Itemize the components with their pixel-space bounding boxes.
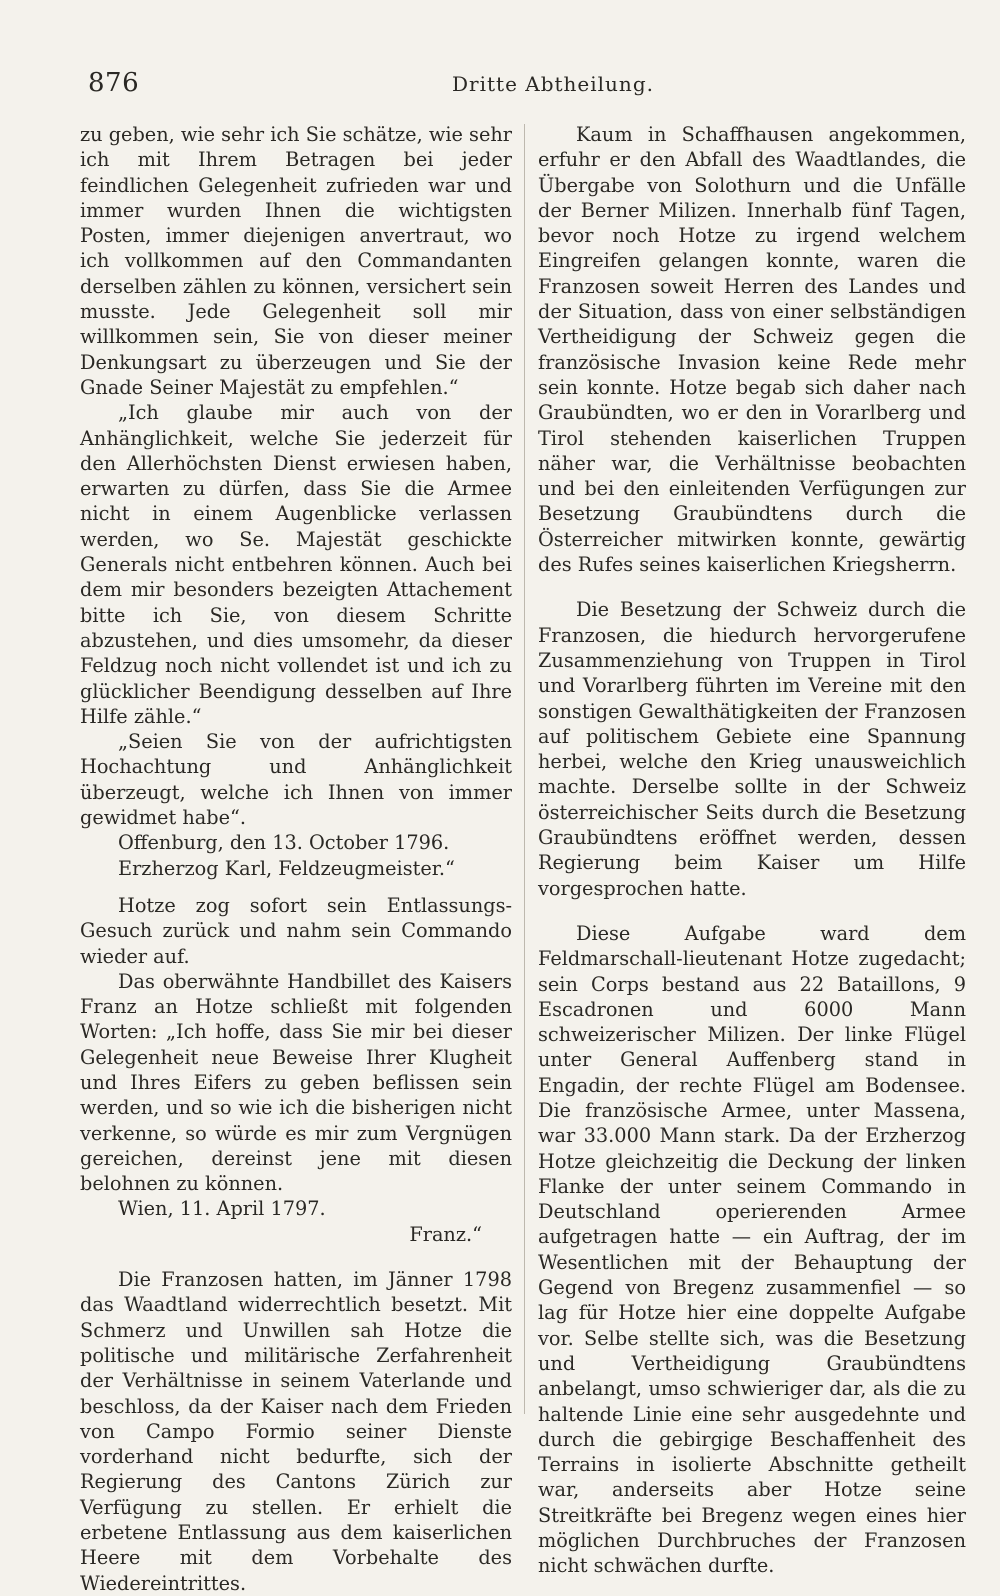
left-column bbox=[80, 122, 512, 1596]
paragraph: zu geben, wie sehr ich Sie schätze, wie sehr ich mit Ihrem Betragen bei jeder feindlichen Gelegenheit zufrieden war und immer wurden Ihnen die wichtigsten Posten, immer diejenigen anvertraut, wo ich vollkommen auf den Commandanten derselben zählen zu können, versichert sein musste. Jede Gelegenheit soll mir willkommen sein, Sie von dieser meiner Denkungsart zu überzeugen und Sie der Gnade Seiner Majestät zu empfehlen.“ bbox=[80, 123, 512, 399]
signature: Erzherzog Karl, Feldzeugmeister.“ bbox=[118, 856, 455, 880]
signature: Franz.“ bbox=[409, 1222, 482, 1246]
paragraph: Die Besetzung der Schweiz durch die Franzosen, die hiedurch hervorgerufene Zusammenziehung von Truppen in Tirol und Vorarlberg führten im Vereine mit den sonstigen Gewalthätigkeiten der Franzosen auf politischem Gebiete eine Spannung herbei, welche den Krieg unausweichlich machte. Derselbe sollte in der Schweiz österreichischer Seits durch die Besetzung Graubündtens eröffnet werden, dessen Regierung beim Kaiser um Hilfe vorgesprochen hatte. bbox=[538, 598, 966, 900]
column-divider bbox=[524, 124, 525, 1414]
right-column bbox=[538, 122, 966, 1579]
paragraph: Das oberwähnte Handbillet des Kaisers Franz an Hotze schließt mit folgenden Worten: „Ich hoffe, dass Sie mir bei dieser Gelegenheit neue Beweise Ihrer Klugheit und Ihres Eifers zu geben beflissen sein werden, und so wie ich die bisherigen nicht verkenne, so würde es mir zum Vergnügen gereichen, dereinst jene mit diesen belohnen zu können. bbox=[80, 969, 512, 1196]
paragraph: „Ich glaube mir auch von der Anhänglichkeit, welche Sie jederzeit für den Allerhöchsten Dienst erwiesen haben, erwarten zu dürfen, dass Sie die Armee nicht in einem Augenblicke verlassen werden, wo Se. Majestät geschickte Generals nicht entbehren können. Auch bei dem mir besonders bezeigten Attachement bitte ich Sie, von diesem Schritte abzustehen, und dies umsomehr, da dieser Feldzug noch nicht vollendet ist und ich zu glücklicher Beendigung desselben auf Ihre Hilfe zähle.“ bbox=[80, 401, 512, 728]
paragraph: Diese Aufgabe ward dem Feldmarschall-lieutenant Hotze zugedacht; sein Corps bestand aus 22 Bataillons, 9 Escadronen und 6000 Mann schweizerischer Milizen. Der linke Flügel unter General Auffenberg stand in Engadin, der rechte Flügel am Bodensee. Die französische Armee, unter Massena, war 33.000 Mann stark. Da der Erzherzog Hotze gleichzeitig die Deckung der linken Flanke der unter seinem Commando in Deutschland operierenden Armee aufgetragen hatte — ein Auftrag, der im Wesentlichen mit der Behauptung der Gegend von Bregenz zusammenfiel — so lag für Hotze hier eine doppelte Aufgabe vor. Selbe stellte sich, was die Besetzung und Vertheidigung Graubündtens anbelangt, umso schwieriger dar, als die zu haltende Linie eine sehr ausgedehnte und durch die gebirgige Beschaffenheit des Terrains in isolierte Abschnitte getheilt war, anderseits aber Hotze seine Streitkräfte bei Bregenz wegen eines hier möglichen Durchbruches der Franzosen nicht schwächen durfte. bbox=[538, 921, 966, 1578]
paragraph: Die Franzosen hatten, im Jänner 1798 das Waadtland widerrechtlich besetzt. Mit Schmerz und Unwillen sah Hotze die politische und militärische Zerfahrenheit der Verhältnisse in seinem Vaterlande und beschloss, da der Kaiser nach dem Frieden von Campo Formio seiner Dienste vorderhand nicht bedurfte, sich der Regierung des Cantons Zürich zur Verfügung zu stellen. Er erhielt die erbetene Entlassung aus dem kaiserlichen Heere mit dem Vorbehalte des Wiedereintrittes. bbox=[80, 1268, 512, 1595]
paragraph: Kaum in Schaffhausen angekommen, erfuhr er den Abfall des Waadtlandes, die Übergabe von Solothurn und die Unfälle der Berner Milizen. Innerhalb fünf Tagen, bevor noch Hotze zu irgend welchem Eingreifen gelangen konnte, waren die Franzosen soweit Herren des Landes und der Situation, dass von einer selbständigen Vertheidigung der Schweiz gegen die französische Invasion keine Rede mehr sein konnte. Hotze begab sich daher nach Graubündten, wo er den in Vorarlberg und Tirol stehenden kaiserlichen Truppen näher war, die Verhältnisse beobachten und bei den einleitenden Verfügungen zur Besetzung Graubündtens durch die Österreicher mitwirken konnte, gewärtig des Rufes seines kaiserlichen Kriegsherrn. bbox=[538, 123, 966, 577]
page-number: 876 bbox=[88, 68, 140, 98]
dateline: Wien, 11. April 1797. bbox=[118, 1197, 326, 1221]
dateline: Offenburg, den 13. October 1796. bbox=[118, 831, 450, 855]
paragraph: Hotze zog sofort sein Entlassungs-Gesuch zurück und nahm sein Commando wieder auf. bbox=[80, 893, 512, 968]
running-head: Dritte Abtheilung. bbox=[452, 72, 654, 96]
paragraph: „Seien Sie von der aufrichtigsten Hochachtung und Anhänglichkeit überzeugt, welche ich Ihnen von immer gewidmet habe“. bbox=[80, 730, 512, 830]
